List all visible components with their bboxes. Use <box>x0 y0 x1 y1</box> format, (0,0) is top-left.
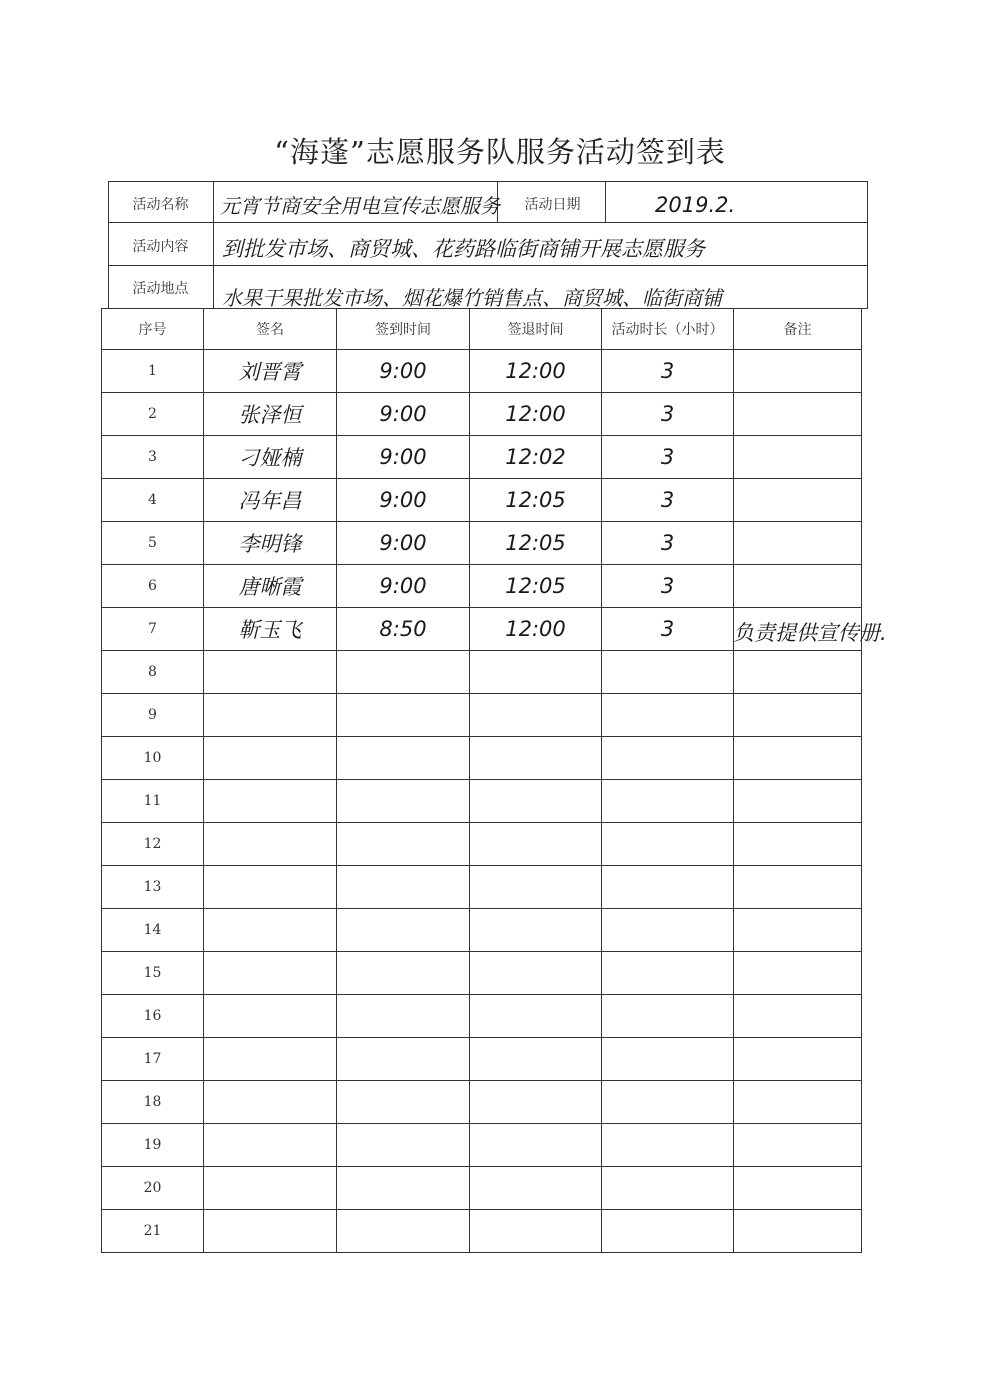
remark-row-7: 负责提供宣传册. <box>733 621 887 645</box>
duration-cell <box>602 1167 734 1210</box>
sign-in-time-cell <box>337 995 470 1038</box>
sign-out-time-cell: 12:05 <box>470 565 602 608</box>
duration-cell <box>602 823 734 866</box>
row-number-cell: 6 <box>102 565 204 608</box>
sign-out-time-cell <box>470 780 602 823</box>
row-number-cell: 2 <box>102 393 204 436</box>
table-row <box>102 1038 862 1081</box>
sign-in-time-cell: 9:00 <box>337 522 470 565</box>
sign-in-time-cell <box>337 1167 470 1210</box>
table-row <box>102 1167 862 1210</box>
sign-in-time-cell <box>337 952 470 995</box>
signature-cell <box>204 737 337 780</box>
signature-cell <box>204 1210 337 1253</box>
duration-cell: 3 <box>602 608 734 651</box>
row-number-cell: 4 <box>102 479 204 522</box>
remarks-cell <box>734 479 862 522</box>
table-row <box>102 522 862 565</box>
signature-cell <box>204 823 337 866</box>
duration-cell <box>602 780 734 823</box>
row-number-cell: 14 <box>102 909 204 952</box>
sign-in-time-cell: 9:00 <box>337 479 470 522</box>
sign-in-time-cell: 8:50 <box>337 608 470 651</box>
row-number-cell: 21 <box>102 1210 204 1253</box>
sign-out-time-cell <box>470 1038 602 1081</box>
table-row <box>102 393 862 436</box>
row-number-cell: 11 <box>102 780 204 823</box>
row-number-cell: 18 <box>102 1081 204 1124</box>
sign-out-time-cell <box>470 952 602 995</box>
divider <box>108 222 868 223</box>
activity-date-value: 2019.2. <box>655 193 736 217</box>
signature-cell <box>204 1167 337 1210</box>
remarks-cell <box>734 909 862 952</box>
signature-cell <box>204 866 337 909</box>
sign-in-time-cell <box>337 823 470 866</box>
sign-out-time-cell: 12:02 <box>470 436 602 479</box>
table-row <box>102 694 862 737</box>
sign-out-time-cell <box>470 1210 602 1253</box>
remarks-cell <box>734 522 862 565</box>
sign-out-time-cell <box>470 866 602 909</box>
sign-out-time-cell <box>470 651 602 694</box>
duration-cell <box>602 1210 734 1253</box>
table-row <box>102 823 862 866</box>
sign-in-time-cell <box>337 909 470 952</box>
duration-cell: 3 <box>602 565 734 608</box>
remarks-cell <box>734 350 862 393</box>
signature-cell <box>204 780 337 823</box>
column-header-remarks: 备注 <box>734 309 862 350</box>
row-number-cell: 13 <box>102 866 204 909</box>
sign-out-time-cell: 12:00 <box>470 608 602 651</box>
remarks-cell <box>734 393 862 436</box>
sign-out-time-cell <box>470 1124 602 1167</box>
table-row <box>102 479 862 522</box>
remarks-cell <box>734 1038 862 1081</box>
column-header-signature: 签名 <box>204 309 337 350</box>
duration-cell <box>602 1038 734 1081</box>
row-number-cell: 15 <box>102 952 204 995</box>
signature-cell: 唐晰霞 <box>204 565 337 608</box>
sign-in-time-cell <box>337 780 470 823</box>
duration-cell: 3 <box>602 522 734 565</box>
column-header-sign-out-time: 签退时间 <box>470 309 602 350</box>
column-header-duration: 活动时长（小时） <box>602 309 734 350</box>
table-row <box>102 436 862 479</box>
sign-out-time-cell <box>470 823 602 866</box>
sign-out-time-cell <box>470 1167 602 1210</box>
column-header-sign-in-time: 签到时间 <box>337 309 470 350</box>
activity-name-value: 元宵节商安全用电宣传志愿服务 <box>220 194 500 218</box>
divider <box>108 265 868 266</box>
activity-name-label: 活动名称 <box>132 197 189 213</box>
table-row <box>102 1124 862 1167</box>
table-row <box>102 952 862 995</box>
row-number-cell: 5 <box>102 522 204 565</box>
remarks-cell <box>734 952 862 995</box>
duration-cell: 3 <box>602 350 734 393</box>
duration-cell: 3 <box>602 479 734 522</box>
sign-out-time-cell: 12:05 <box>470 522 602 565</box>
signature-cell <box>204 909 337 952</box>
remarks-cell <box>734 823 862 866</box>
table-row <box>102 1210 862 1253</box>
signature-cell: 刁娅楠 <box>204 436 337 479</box>
row-number-cell: 10 <box>102 737 204 780</box>
remarks-cell <box>734 1167 862 1210</box>
activity-date-label: 活动日期 <box>524 197 581 213</box>
sign-in-time-cell <box>337 1038 470 1081</box>
sign-in-time-cell <box>337 1210 470 1253</box>
signature-cell <box>204 694 337 737</box>
signature-cell <box>204 651 337 694</box>
sign-in-time-cell <box>337 1124 470 1167</box>
row-number-cell: 20 <box>102 1167 204 1210</box>
activity-content-label: 活动内容 <box>132 239 189 255</box>
remarks-cell <box>734 780 862 823</box>
sign-in-time-cell: 9:00 <box>337 565 470 608</box>
duration-cell <box>602 694 734 737</box>
page-title: “海蓬”志愿服务队服务活动签到表 <box>274 135 726 169</box>
sign-in-time-cell <box>337 1081 470 1124</box>
sign-in-time-cell: 9:00 <box>337 393 470 436</box>
sign-out-time-cell <box>470 909 602 952</box>
remarks-cell <box>734 995 862 1038</box>
table-row <box>102 565 862 608</box>
sign-out-time-cell: 12:00 <box>470 350 602 393</box>
sign-out-time-cell: 12:05 <box>470 479 602 522</box>
signature-cell: 张泽恒 <box>204 393 337 436</box>
table-row <box>102 1081 862 1124</box>
remarks-cell <box>734 565 862 608</box>
row-number-cell: 12 <box>102 823 204 866</box>
signature-cell <box>204 995 337 1038</box>
duration-cell <box>602 1124 734 1167</box>
signature-cell <box>204 1038 337 1081</box>
activity-place-value: 水果干果批发市场、烟花爆竹销售点、商贸城、临街商铺 <box>222 286 722 310</box>
row-number-cell: 17 <box>102 1038 204 1081</box>
table-row <box>102 909 862 952</box>
table-row <box>102 780 862 823</box>
signature-cell: 靳玉飞 <box>204 608 337 651</box>
row-number-cell: 19 <box>102 1124 204 1167</box>
duration-cell <box>602 995 734 1038</box>
activity-content-value: 到批发市场、商贸城、花药路临街商铺开展志愿服务 <box>222 237 705 261</box>
signature-cell: 冯年昌 <box>204 479 337 522</box>
remarks-cell <box>734 651 862 694</box>
sign-out-time-cell <box>470 694 602 737</box>
duration-cell <box>602 737 734 780</box>
sign-in-time-cell: 9:00 <box>337 350 470 393</box>
duration-cell: 3 <box>602 393 734 436</box>
row-number-cell: 3 <box>102 436 204 479</box>
table-row <box>102 866 862 909</box>
sign-out-time-cell: 12:00 <box>470 393 602 436</box>
column-header-no: 序号 <box>102 309 204 350</box>
remarks-cell <box>734 694 862 737</box>
remarks-cell <box>734 1124 862 1167</box>
table-header-row <box>102 309 862 350</box>
duration-cell: 3 <box>602 436 734 479</box>
row-number-cell: 7 <box>102 608 204 651</box>
signature-cell: 李明锋 <box>204 522 337 565</box>
row-number-cell: 9 <box>102 694 204 737</box>
table-row <box>102 995 862 1038</box>
duration-cell <box>602 651 734 694</box>
sign-out-time-cell <box>470 1081 602 1124</box>
sign-out-time-cell <box>470 737 602 780</box>
duration-cell <box>602 909 734 952</box>
sign-in-table <box>101 308 862 1253</box>
row-number-cell: 1 <box>102 350 204 393</box>
sign-in-time-cell <box>337 694 470 737</box>
sign-in-time-cell: 9:00 <box>337 436 470 479</box>
remarks-cell <box>734 1081 862 1124</box>
table-row <box>102 651 862 694</box>
remarks-cell <box>734 866 862 909</box>
signature-cell <box>204 1081 337 1124</box>
activity-place-label: 活动地点 <box>132 281 189 297</box>
sign-in-time-cell <box>337 737 470 780</box>
duration-cell <box>602 866 734 909</box>
signature-cell: 刘晋霄 <box>204 350 337 393</box>
signature-cell <box>204 1124 337 1167</box>
table-row <box>102 737 862 780</box>
sign-out-time-cell <box>470 995 602 1038</box>
divider <box>605 181 606 222</box>
remarks-cell <box>734 1210 862 1253</box>
table-row <box>102 350 862 393</box>
sign-in-time-cell <box>337 866 470 909</box>
sign-in-time-cell <box>337 651 470 694</box>
remarks-cell <box>734 436 862 479</box>
remarks-cell <box>734 737 862 780</box>
signature-cell <box>204 952 337 995</box>
row-number-cell: 8 <box>102 651 204 694</box>
row-number-cell: 16 <box>102 995 204 1038</box>
duration-cell <box>602 952 734 995</box>
divider <box>213 181 214 309</box>
duration-cell <box>602 1081 734 1124</box>
